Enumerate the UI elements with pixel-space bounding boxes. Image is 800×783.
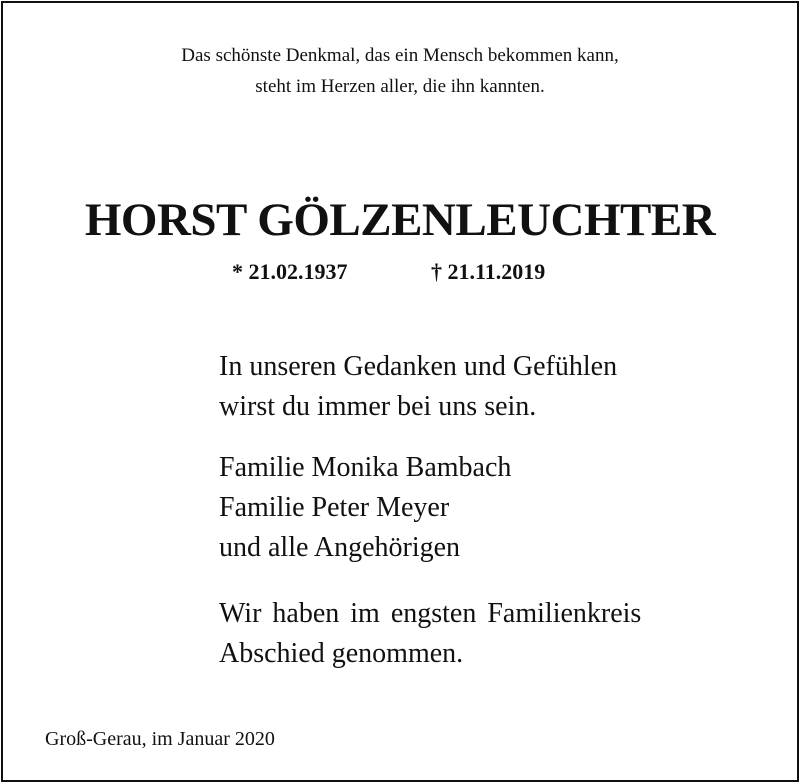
verse-line: wirst du immer bei uns sein.	[219, 391, 537, 422]
birth-date: * 21.02.1937	[232, 259, 348, 284]
motto-line: steht im Herzen aller, die ihn kannten.	[255, 76, 545, 97]
death-date: † 21.11.2019	[431, 259, 546, 284]
mourner-line: Familie Monika Bambach	[219, 452, 512, 483]
deceased-name: HORST GÖLZENLEUCHTER	[84, 194, 716, 246]
closing-line: Wir haben im engsten Familienkreis	[219, 598, 642, 629]
verse-line: In unseren Gedanken und Gefühlen	[219, 351, 618, 382]
motto-line: Das schönste Denkmal, das ein Mensch bekommen kann,	[181, 45, 619, 66]
obituary-notice	[1, 1, 799, 782]
place-and-date: Groß-Gerau, im Januar 2020	[45, 728, 275, 750]
mourner-line: Familie Peter Meyer	[219, 492, 450, 523]
mourner-line: und alle Angehörigen	[219, 532, 461, 563]
closing-line: Abschied genommen.	[219, 638, 464, 669]
